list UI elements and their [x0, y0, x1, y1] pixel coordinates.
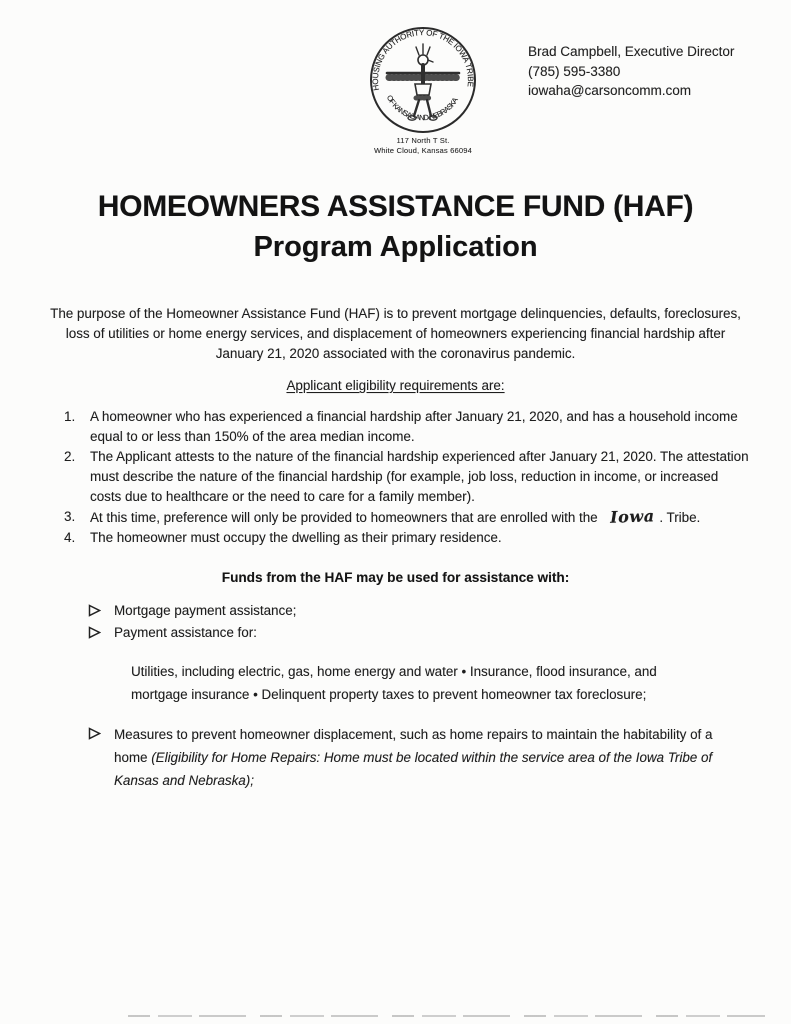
document-title [0, 190, 791, 264]
bullet-text: Mortgage payment assistance; [114, 603, 297, 618]
list-number: 2. [64, 449, 76, 464]
list-number: 4. [64, 530, 76, 545]
eligibility-item-1 [64, 407, 749, 447]
list-item-text: A homeowner who has experienced a financial hardship after January 21, 2020, and has a household income equal to or less than 150% of the area median income. [90, 409, 738, 444]
payment-assistance-detail: Utilities, including electric, gas, home energy and water • Insurance, flood insurance, and mortgage insurance • Delinquent property taxes to prevent homeowner tax foreclosure; [131, 664, 657, 702]
logo-address-line1: 117 North T St. [396, 136, 450, 145]
bullet-text [114, 723, 743, 792]
arrow-bullet-icon [88, 604, 101, 617]
letterhead [0, 0, 791, 172]
funds-section-heading: Funds from the HAF may be used for assistance with: [221, 570, 570, 585]
bullet3-normal-text: Measures to prevent homeowner displacement, such as home repairs to maintain the habitability of a home [114, 727, 713, 765]
contact-email: iowaha@carsoncomm.com [528, 83, 692, 98]
arrow-bullet-icon [88, 626, 101, 639]
arrow-bullet-icon [88, 727, 101, 740]
list-item-text: The Applicant attests to the nature of the financial hardship experienced after January 21, 2020. The attestation must describe the nature of the financial hardship (for example, job loss, reduction in income, or increased costs due to healthcare or the need to care for a family member). [90, 449, 749, 504]
item3-post-text: . Tribe. [659, 510, 701, 525]
list-number: 3. [64, 509, 76, 524]
logo-ring-text-bottom: OF KANSAS AND NEBRASKA [384, 93, 460, 123]
eligibility-item-2 [64, 447, 749, 507]
scan-artifact-line [128, 1015, 765, 1017]
housing-authority-seal-icon [367, 26, 479, 136]
funds-bullet-2 [88, 622, 751, 643]
item3-pre-text: At this time, preference will only be provided to homeowners that are enrolled with the [90, 510, 598, 525]
eligibility-heading: Applicant eligibility requirements are: [286, 378, 505, 393]
eligibility-list [64, 407, 749, 548]
eligibility-item-4 [64, 528, 749, 548]
logo-ring-text-top: HOUSING AUTHORITY OF THE IOWA TRIBE [370, 28, 476, 92]
tribal-housing-authority-logo [358, 26, 488, 156]
contact-phone: (785) 595-3380 [528, 63, 621, 79]
funds-bullet-3 [88, 723, 743, 792]
funds-bullet-1 [88, 600, 751, 621]
title-line1: HOMEOWNERS ASSISTANCE FUND (HAF) [97, 190, 694, 223]
list-item-text: The homeowner must occupy the dwelling as their primary residence. [90, 530, 502, 545]
handwritten-tribe-name: Iowa [609, 506, 655, 527]
contact-block [528, 42, 734, 101]
list-number: 1. [64, 409, 76, 424]
funds-bullet-list [88, 600, 751, 643]
contact-name: Brad Campbell, Executive Director [528, 44, 735, 59]
bullet-text: Payment assistance for: [114, 625, 257, 640]
eligibility-item-3 [64, 507, 749, 528]
title-line2: Program Application [253, 231, 538, 263]
logo-address-line2: White Cloud, Kansas 66094 [374, 146, 472, 155]
list-item-text [90, 507, 749, 528]
purpose-paragraph: The purpose of the Homeowner Assistance Fund (HAF) is to prevent mortgage delinquencies, defaults, foreclosures, loss of utilities or home energy services, and displacement of homeowners experiencing financial hardship after January 21, 2020 associated with the coronavirus pandemic. [50, 306, 741, 361]
bullet3-italic-text: (Eligibility for Home Repairs: Home must be located within the service area of the Iowa Tribe of Kansas and Nebraska); [114, 750, 713, 788]
